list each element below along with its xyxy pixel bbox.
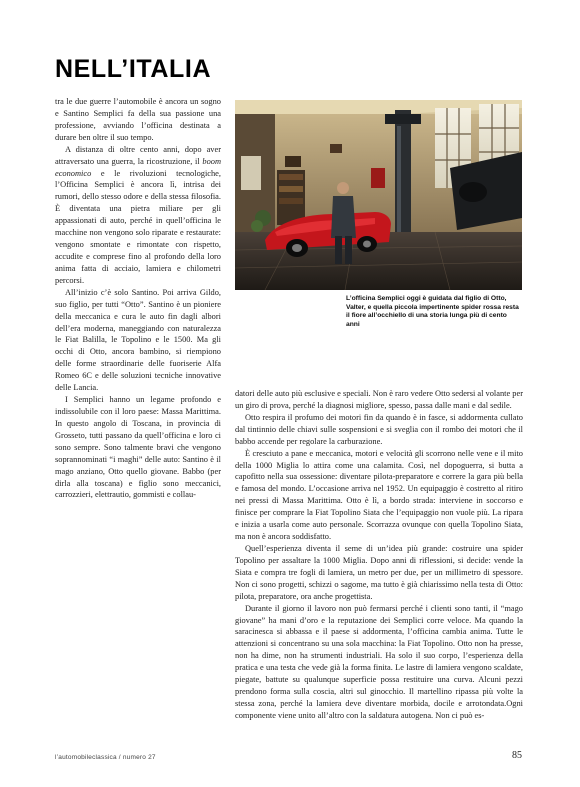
left-paragraph-2-part-a: A distanza di oltre cento anni, dopo aver attraversato una guerra, la ricostruzione, il <box>55 144 221 166</box>
workshop-photo <box>235 100 522 290</box>
section-title: NELL’ITALIA <box>55 54 212 83</box>
left-paragraph-3: All’inizio c’è solo Santino. Poi arriva Gildo, suo figlio, per tutti “Otto”. Santino è un pioniere della meccanica e cura le auto fin dagli albori dell’era moderna, maneggiando con naturalezza le Fiat Balilla, le Topolino e le 1500. Ma gli occhi di Otto, ancora bambino, si riempiono delle forme straordinarie delle fuoriserie Alfa Romeo 6C e delle soluzioni tecniche innovative delle Lancia. <box>55 287 221 393</box>
right-column <box>235 388 523 722</box>
right-paragraph-5: Durante il giorno il lavoro non può fermarsi perché i clienti sono tanti, il “mago giovane” ha mani d’oro e la reputazione dei Semplici corre veloce. Ma quando la saracinesca si abbassa e il paese si addormenta, l’officina cambia anima. Tutte le attenzioni si concentrano su una sola macchina: la Fiat Topolino. Otto non ha presse, non ha dime, non ha strumenti industriali. Ha solo il suo corpo, l’esperienza della pratica e una testa che vede già la forma finita. Le lastre di lamiera vengono scaldate, piegate, battute su qualunque superficie possa restituire una curva. Alcuni pezzi prendono forma sulla coscia, altri sul ginocchio. Il martellino ripassa più volte la stessa zona, perché la lamiera deve diventare morbida, docile e arrotondata.Ogni componente viene unito all’altro con la saldatura autogena. Non ci può es- <box>235 603 523 720</box>
right-paragraph-4: Quell’esperienza diventa il seme di un’idea più grande: costruire una spider Topolino per assaltare la 1000 Miglia. Dopo anni di riflessioni, si decide: vende la Siata e compra tre fogli di lamiera, un metro per due, per un millimetro di spessore. Non ci sono progetti, schizzi o sagome, ma tutto è già chiarissimo nella testa di Otto: pilota, preparatore, ora anche progettista. <box>235 543 523 601</box>
right-paragraph-3: È cresciuto a pane e meccanica, motori e velocità gli scorrono nelle vene e il mito della 1000 Miglia lo attira come una calamita. Così, nel dopoguerra, si butta a capofitto nella sua ossessione: diventare pilota-preparatore e correre la gara più bella e famosa del mondo. L’occasione arriva nel 1952. Un equipaggio è costretto al ritiro nei pressi di Massa Marittima. Otto è lì, a bordo strada: interviene in soccorso e finisce per comprare la Fiat Topolino Siata che l’equipaggio non vuole più. La ripara e inizia a usarla come auto personale. Scorrazza ovunque con quella Topolino Siata, ma non è ancora soddisfatto. <box>235 448 523 542</box>
left-paragraph-4: I Semplici hanno un legame profondo e indissolubile con il loro paese: Massa Marittima. In questo angolo di Toscana, in provincia di Grosseto, tutti passano da quell’officina e loro ci sono sempre. Sono talmente bravi che vengono soprannominati “i maghi” delle auto: Santino è il mago anziano, Otto quello giovane. Babbo (per dirla alla toscana) e figlio sono meccanici, carrozzieri, elettrautio, gommisti e collau- <box>55 395 221 500</box>
left-column <box>55 96 221 501</box>
left-paragraph-2 <box>55 144 221 287</box>
footer-magazine-name: l’automobileclassica / numero 27 <box>55 754 156 761</box>
left-paragraph-2-emphasis: boom economico <box>55 156 221 178</box>
footer-page-number: 85 <box>512 750 522 761</box>
left-paragraph-1: tra le due guerre l’automobile è ancora un sogno e Santino Semplici fa della sua passione una professione, avviando l’officina destinata a durare ben oltre il suo tempo. <box>55 97 221 142</box>
left-paragraph-2-part-b: e le rivoluzioni tecnologiche, l’Officina Semplici è ancora lì, intrisa dei rumori, dello stesso odore e della stessa filosofia. È diventata una pietra miliare per gli appassionati di auto, perché in quell’officina le macchine non vengono solo riparate e restaurate: vengono smontate e rimontate con rispetto, accudite e comprese fino al profondo della loro anima fatta di acciaio, lamiera e chilometri percorsi. <box>55 168 221 285</box>
right-paragraph-1: datori delle auto più esclusive e speciali. Non è raro vedere Otto sedersi al volante per un giro di prova, perché la diagnosi migliore, spesso, passa dalle mani e dal sedile. <box>235 389 523 410</box>
photo-caption: L’officina Semplici oggi è guidata dal figlio di Otto, Valter, e quella piccola impertinente spider rossa resta il fiore all’occhiello di una storia lunga più di cento anni <box>346 295 519 328</box>
right-paragraph-2: Otto respira il profumo dei motori fin da quando è in fasce, si addormenta cullato dal tintinnio delle chiavi sulle sospensioni e si sveglia con il rombo dei motori che il babbo accende per regolare la carburazione. <box>235 412 523 446</box>
